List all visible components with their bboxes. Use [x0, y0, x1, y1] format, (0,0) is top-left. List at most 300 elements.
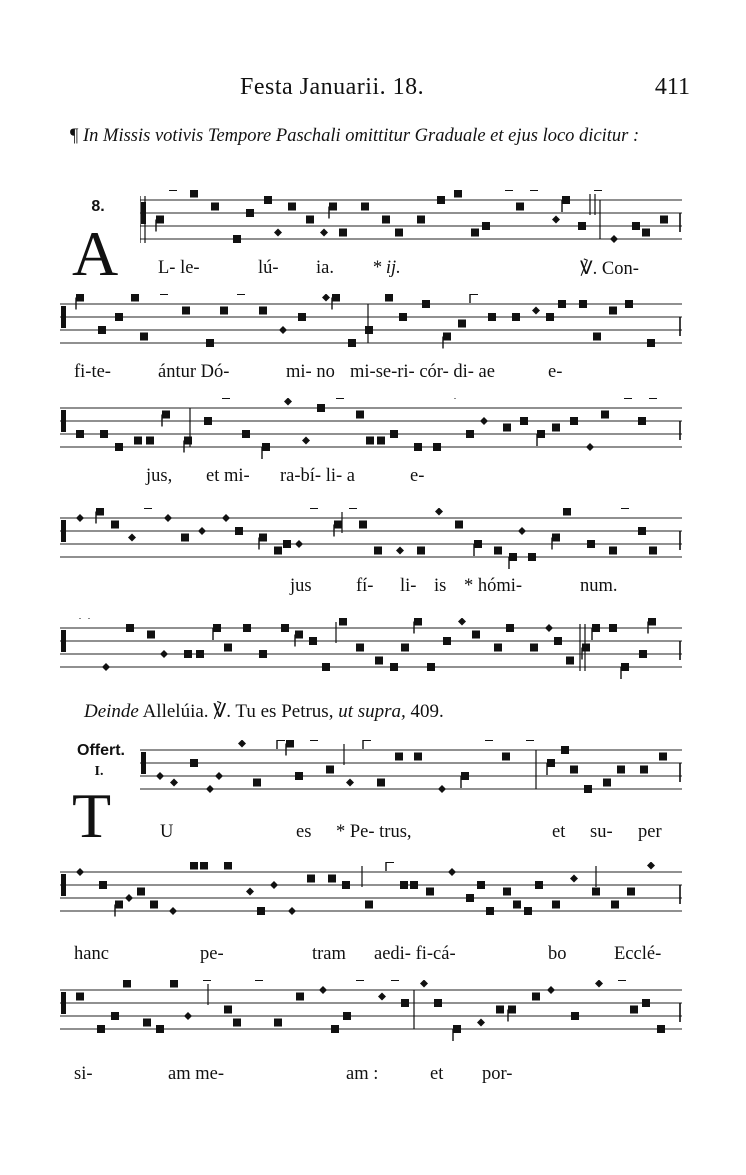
neume-punctum — [648, 618, 656, 626]
lyric-syllable: * hómi- — [464, 576, 523, 596]
neume-punctum — [427, 663, 435, 671]
neume-punctum — [584, 785, 592, 793]
staff-line-7 — [60, 862, 682, 926]
neume-punctum — [647, 339, 655, 347]
neume-punctum — [366, 437, 374, 445]
neume-punctum — [587, 540, 595, 548]
neume-punctum — [552, 901, 560, 909]
neume-punctum — [317, 404, 325, 412]
neume-rhombus — [246, 888, 254, 896]
neume-punctum — [618, 980, 626, 981]
neume-rhombus — [284, 398, 292, 406]
page-number: 411 — [654, 74, 690, 100]
lyric-syllable: L- le- — [158, 258, 200, 278]
neume-punctum — [496, 1006, 504, 1014]
neume-punctum — [76, 430, 84, 438]
neume-punctum — [97, 1025, 105, 1033]
neume-punctum — [443, 637, 451, 645]
neume-punctum — [259, 307, 267, 315]
neume-punctum — [609, 547, 617, 555]
neume-punctum — [458, 320, 466, 328]
neume-punctum — [374, 547, 382, 555]
neume-rhombus — [76, 618, 84, 619]
neume-punctum — [200, 862, 208, 870]
neume-punctum — [242, 430, 250, 438]
staff-line-5 — [60, 618, 682, 682]
neume-rhombus — [518, 527, 526, 535]
neume-punctum — [356, 644, 364, 652]
lyric-syllable: per — [638, 822, 662, 842]
neume-rhombus — [378, 993, 386, 1001]
neume-punctum — [206, 339, 214, 347]
neume-punctum — [660, 216, 668, 224]
neume-punctum — [624, 398, 632, 399]
lyric-syllable: ántur Dó- — [158, 362, 230, 382]
neume-punctum — [611, 901, 619, 909]
neume-punctum — [196, 650, 204, 658]
neume-punctum — [485, 740, 493, 741]
clef-mark — [61, 992, 66, 1014]
neume-rhombus — [274, 229, 282, 237]
neume-punctum — [437, 196, 445, 204]
neume-punctum — [309, 637, 317, 645]
neume-punctum — [213, 624, 221, 632]
neume-punctum — [224, 862, 232, 870]
neume-punctum — [255, 980, 263, 981]
neume-punctum — [632, 222, 640, 230]
neume-punctum — [322, 663, 330, 671]
neume-punctum — [329, 203, 337, 211]
neume-punctum — [410, 881, 418, 889]
neume-punctum — [310, 508, 318, 509]
neume-punctum — [659, 753, 667, 761]
neume-punctum — [156, 1025, 164, 1033]
neume-punctum — [593, 333, 601, 341]
lyric-syllable: e- — [410, 466, 425, 486]
neume-punctum — [390, 663, 398, 671]
neume-punctum — [115, 901, 123, 909]
neume-punctum — [414, 753, 422, 761]
neume-punctum — [348, 339, 356, 347]
neume-punctum — [470, 294, 478, 295]
neume-rhombus — [532, 307, 540, 315]
neume-punctum — [190, 190, 198, 198]
neume-rhombus — [125, 894, 133, 902]
lyric-syllable: su- — [590, 822, 613, 842]
neume-punctum — [627, 888, 635, 896]
neume-punctum — [594, 190, 602, 191]
neume-punctum — [306, 216, 314, 224]
neume-punctum — [310, 740, 318, 741]
lyric-syllable: num. — [580, 576, 618, 596]
lyric-syllable: fi-te- — [74, 362, 111, 382]
neume-punctum — [532, 993, 540, 1001]
neume-punctum — [339, 618, 347, 626]
lyric-syllable: am me- — [168, 1064, 224, 1084]
neume-punctum — [562, 196, 570, 204]
neume-rhombus — [319, 986, 327, 994]
neume-punctum — [503, 424, 511, 432]
neume-rhombus — [346, 779, 354, 787]
neume-punctum — [592, 624, 600, 632]
neume-punctum — [505, 190, 513, 191]
neume-rhombus — [302, 437, 310, 445]
clef-mark — [61, 306, 66, 328]
neume-punctum — [640, 766, 648, 774]
neume-punctum — [401, 644, 409, 652]
neume-punctum — [649, 547, 657, 555]
neume-punctum — [361, 203, 369, 211]
staff-line-2 — [60, 294, 682, 358]
neume-punctum — [401, 999, 409, 1007]
neume-punctum — [98, 326, 106, 334]
neume-punctum — [99, 881, 107, 889]
staff-line-3 — [60, 398, 682, 462]
lyric-syllable: ra-bí- li- a — [280, 466, 355, 486]
neume-punctum — [356, 980, 364, 981]
neume-rhombus — [545, 624, 553, 632]
neume-punctum — [365, 326, 373, 334]
neume-punctum — [566, 657, 574, 665]
lyric-syllable: bo — [548, 944, 567, 964]
instruction-page: 409. — [410, 701, 444, 722]
lyric-syllable: jus, — [146, 466, 173, 486]
neume-punctum — [365, 901, 373, 909]
neume-rhombus — [170, 779, 178, 787]
neume-rhombus — [396, 547, 404, 555]
neume-punctum — [390, 430, 398, 438]
neume-punctum — [181, 534, 189, 542]
neume-punctum — [257, 907, 265, 915]
neume-punctum — [526, 740, 534, 741]
neume-punctum — [417, 216, 425, 224]
neume-rhombus — [435, 508, 443, 516]
neume-punctum — [486, 907, 494, 915]
lyric-syllable: hanc — [74, 944, 109, 964]
offertory-label: Offert. — [77, 742, 125, 759]
neume-punctum — [111, 521, 119, 529]
lyric-syllable: U — [160, 822, 174, 842]
neume-punctum — [638, 527, 646, 535]
lyric-syllable: jus — [290, 576, 312, 596]
neume-punctum — [295, 772, 303, 780]
neume-rhombus — [420, 980, 428, 988]
neume-punctum — [399, 313, 407, 321]
lyric-syllable: ia. — [316, 258, 334, 278]
neume-rhombus — [320, 229, 328, 237]
neume-punctum — [115, 313, 123, 321]
neume-punctum — [137, 888, 145, 896]
lyric-syllable: si- — [74, 1064, 93, 1084]
neume-punctum — [592, 888, 600, 896]
lyric-syllable: es — [296, 822, 312, 842]
instruction-ref: ut supra, — [338, 701, 406, 722]
neume-punctum — [657, 1025, 665, 1033]
lyric-syllable: is — [434, 576, 447, 596]
neume-punctum — [530, 644, 538, 652]
neume-punctum — [434, 999, 442, 1007]
neume-punctum — [638, 417, 646, 425]
neume-punctum — [617, 766, 625, 774]
neume-punctum — [570, 766, 578, 774]
neume-rhombus — [477, 1019, 485, 1027]
lyric-syllable: et mi- — [206, 466, 250, 486]
neume-punctum — [488, 313, 496, 321]
neume-punctum — [395, 229, 403, 237]
neume-rhombus — [222, 514, 230, 522]
neume-punctum — [391, 980, 399, 981]
neume-punctum — [147, 631, 155, 639]
lyric-syllable: * ij. — [372, 258, 401, 278]
neume-punctum — [274, 1019, 282, 1027]
neume-punctum — [144, 508, 152, 509]
neume-punctum — [134, 437, 142, 445]
neume-punctum — [512, 313, 520, 321]
neume-punctum — [520, 417, 528, 425]
neume-rhombus — [586, 443, 594, 451]
staff-line-1 — [140, 190, 682, 254]
neume-rhombus — [451, 398, 459, 399]
running-title: Festa Januarii. 18. — [240, 74, 425, 100]
clef-mark — [61, 874, 66, 896]
neume-rhombus — [270, 881, 278, 889]
neume-punctum — [579, 300, 587, 308]
neume-punctum — [649, 398, 657, 399]
neume-punctum — [162, 411, 170, 419]
lyric-syllable: e- — [548, 362, 563, 382]
neume-punctum — [184, 437, 192, 445]
neume-rhombus — [156, 772, 164, 780]
neume-punctum — [326, 766, 334, 774]
neume-punctum — [211, 203, 219, 211]
neume-rhombus — [610, 235, 618, 243]
neume-punctum — [609, 307, 617, 315]
neume-rhombus — [184, 1012, 192, 1020]
neume-punctum — [243, 624, 251, 632]
rubric-text: In Missis votivis Tempore Paschali omittitur Graduale et ejus loco dicitur : — [83, 126, 640, 146]
neume-punctum — [535, 881, 543, 889]
neume-punctum — [339, 229, 347, 237]
neume-punctum — [433, 443, 441, 451]
staff-line-4 — [60, 508, 682, 572]
neume-punctum — [506, 624, 514, 632]
neume-punctum — [494, 547, 502, 555]
neume-rhombus — [169, 907, 177, 915]
neume-punctum — [356, 411, 364, 419]
neume-punctum — [169, 190, 177, 191]
neume-punctum — [349, 508, 357, 509]
neume-punctum — [76, 294, 84, 302]
neume-punctum — [414, 443, 422, 451]
neume-punctum — [286, 740, 294, 748]
neume-rhombus — [198, 527, 206, 535]
neume-punctum — [111, 1012, 119, 1020]
neume-rhombus — [595, 980, 603, 988]
neume-punctum — [601, 411, 609, 419]
neume-punctum — [115, 443, 123, 451]
neume-punctum — [454, 190, 462, 198]
staff-line-6 — [140, 740, 682, 804]
lyric-syllable: * Pe- trus, — [336, 822, 412, 842]
neume-punctum — [233, 235, 241, 243]
neume-punctum — [603, 779, 611, 787]
neume-punctum — [182, 307, 190, 315]
neume-punctum — [295, 631, 303, 639]
neume-punctum — [513, 901, 521, 909]
instruction-main: Allelúia. ℣. Tu es Petrus, — [142, 701, 334, 722]
neume-punctum — [571, 1012, 579, 1020]
neume-punctum — [259, 650, 267, 658]
lyric-syllable: lú- — [258, 258, 279, 278]
neume-punctum — [140, 333, 148, 341]
neume-punctum — [422, 300, 430, 308]
neume-punctum — [363, 740, 371, 741]
neume-punctum — [160, 294, 168, 295]
neume-punctum — [494, 644, 502, 652]
mode-number: 8. — [91, 198, 105, 215]
neume-punctum — [336, 398, 344, 399]
neume-punctum — [224, 644, 232, 652]
lyric-syllable: Ecclé- — [614, 944, 662, 964]
neume-rhombus — [85, 618, 93, 619]
neume-rhombus — [480, 417, 488, 425]
neume-punctum — [472, 631, 480, 639]
neume-rhombus — [206, 785, 214, 793]
neume-rhombus — [279, 326, 287, 334]
neume-punctum — [503, 888, 511, 896]
neume-rhombus — [438, 785, 446, 793]
neume-punctum — [235, 527, 243, 535]
pilcrow-mark: ¶ — [70, 126, 79, 146]
neume-punctum — [524, 907, 532, 915]
neume-punctum — [609, 624, 617, 632]
neume-punctum — [625, 300, 633, 308]
neume-punctum — [377, 437, 385, 445]
drop-initial: T — [72, 780, 112, 851]
lyric-syllable: am : — [346, 1064, 379, 1084]
drop-initial: A — [72, 218, 119, 289]
mode-number: I. — [94, 764, 104, 779]
neume-punctum — [222, 398, 230, 399]
neume-punctum — [502, 753, 510, 761]
neume-punctum — [288, 203, 296, 211]
neume-rhombus — [322, 294, 330, 302]
neume-rhombus — [647, 862, 655, 870]
instruction-prefix: Deinde — [84, 701, 139, 722]
neume-punctum — [342, 881, 350, 889]
neume-punctum — [426, 888, 434, 896]
neume-punctum — [100, 430, 108, 438]
lyric-syllable: pe- — [200, 944, 224, 964]
neume-rhombus — [102, 663, 110, 671]
neume-punctum — [528, 553, 536, 561]
neume-punctum — [558, 300, 566, 308]
neume-punctum — [382, 216, 390, 224]
clef-mark — [61, 630, 66, 652]
neume-rhombus — [570, 875, 578, 883]
neume-punctum — [328, 875, 336, 883]
neume-punctum — [552, 534, 560, 542]
neume-rhombus — [164, 514, 172, 522]
neume-rhombus — [160, 650, 168, 658]
neume-punctum — [453, 1025, 461, 1033]
lyric-syllable: aedi- fi-cá- — [374, 944, 456, 964]
neume-rhombus — [458, 618, 466, 626]
neume-punctum — [283, 540, 291, 548]
neume-punctum — [246, 209, 254, 217]
neume-punctum — [259, 534, 267, 542]
neume-punctum — [377, 779, 385, 787]
lyric-syllable: por- — [482, 1064, 513, 1084]
neume-punctum — [621, 663, 629, 671]
neume-punctum — [170, 980, 178, 988]
neume-rhombus — [295, 540, 303, 548]
neume-punctum — [184, 650, 192, 658]
neume-punctum — [156, 216, 164, 224]
neume-punctum — [563, 508, 571, 516]
neume-punctum — [386, 862, 394, 863]
neume-rhombus — [215, 772, 223, 780]
neume-punctum — [385, 294, 393, 302]
neume-punctum — [417, 547, 425, 555]
neume-punctum — [274, 547, 282, 555]
neume-punctum — [131, 294, 139, 302]
neume-punctum — [578, 222, 586, 230]
lyric-syllable: li- — [400, 576, 417, 596]
neume-punctum — [621, 508, 629, 509]
neume-punctum — [298, 313, 306, 321]
neume-punctum — [582, 644, 590, 652]
neume-punctum — [642, 999, 650, 1007]
neume-punctum — [508, 1006, 516, 1014]
neume-punctum — [233, 1019, 241, 1027]
neume-punctum — [150, 901, 158, 909]
staff-line-8 — [60, 980, 682, 1044]
neume-punctum — [414, 618, 422, 626]
neume-punctum — [547, 759, 555, 767]
neume-punctum — [466, 894, 474, 902]
neume-punctum — [126, 624, 134, 632]
lyric-syllable: mi- no — [286, 362, 335, 382]
neume-punctum — [331, 1025, 339, 1033]
neume-rhombus — [547, 986, 555, 994]
neume-punctum — [190, 759, 198, 767]
lyric-syllable: mi-se-ri- cór- di- ae — [350, 362, 495, 382]
neume-punctum — [277, 740, 285, 741]
clef-mark — [61, 410, 66, 432]
neume-punctum — [296, 993, 304, 1001]
neume-punctum — [552, 424, 560, 432]
neume-punctum — [281, 624, 289, 632]
neume-punctum — [554, 637, 562, 645]
neume-punctum — [146, 437, 154, 445]
neume-punctum — [224, 1006, 232, 1014]
neume-punctum — [204, 417, 212, 425]
neume-punctum — [546, 313, 554, 321]
neume-rhombus — [76, 868, 84, 876]
neume-punctum — [570, 417, 578, 425]
neume-punctum — [343, 1012, 351, 1020]
neume-rhombus — [238, 740, 246, 748]
neume-punctum — [190, 862, 198, 870]
neume-punctum — [461, 772, 469, 780]
neume-punctum — [262, 443, 270, 451]
neume-rhombus — [448, 868, 456, 876]
neume-punctum — [334, 521, 342, 529]
neume-punctum — [123, 980, 131, 988]
instruction-line — [84, 700, 684, 723]
neume-punctum — [639, 650, 647, 658]
